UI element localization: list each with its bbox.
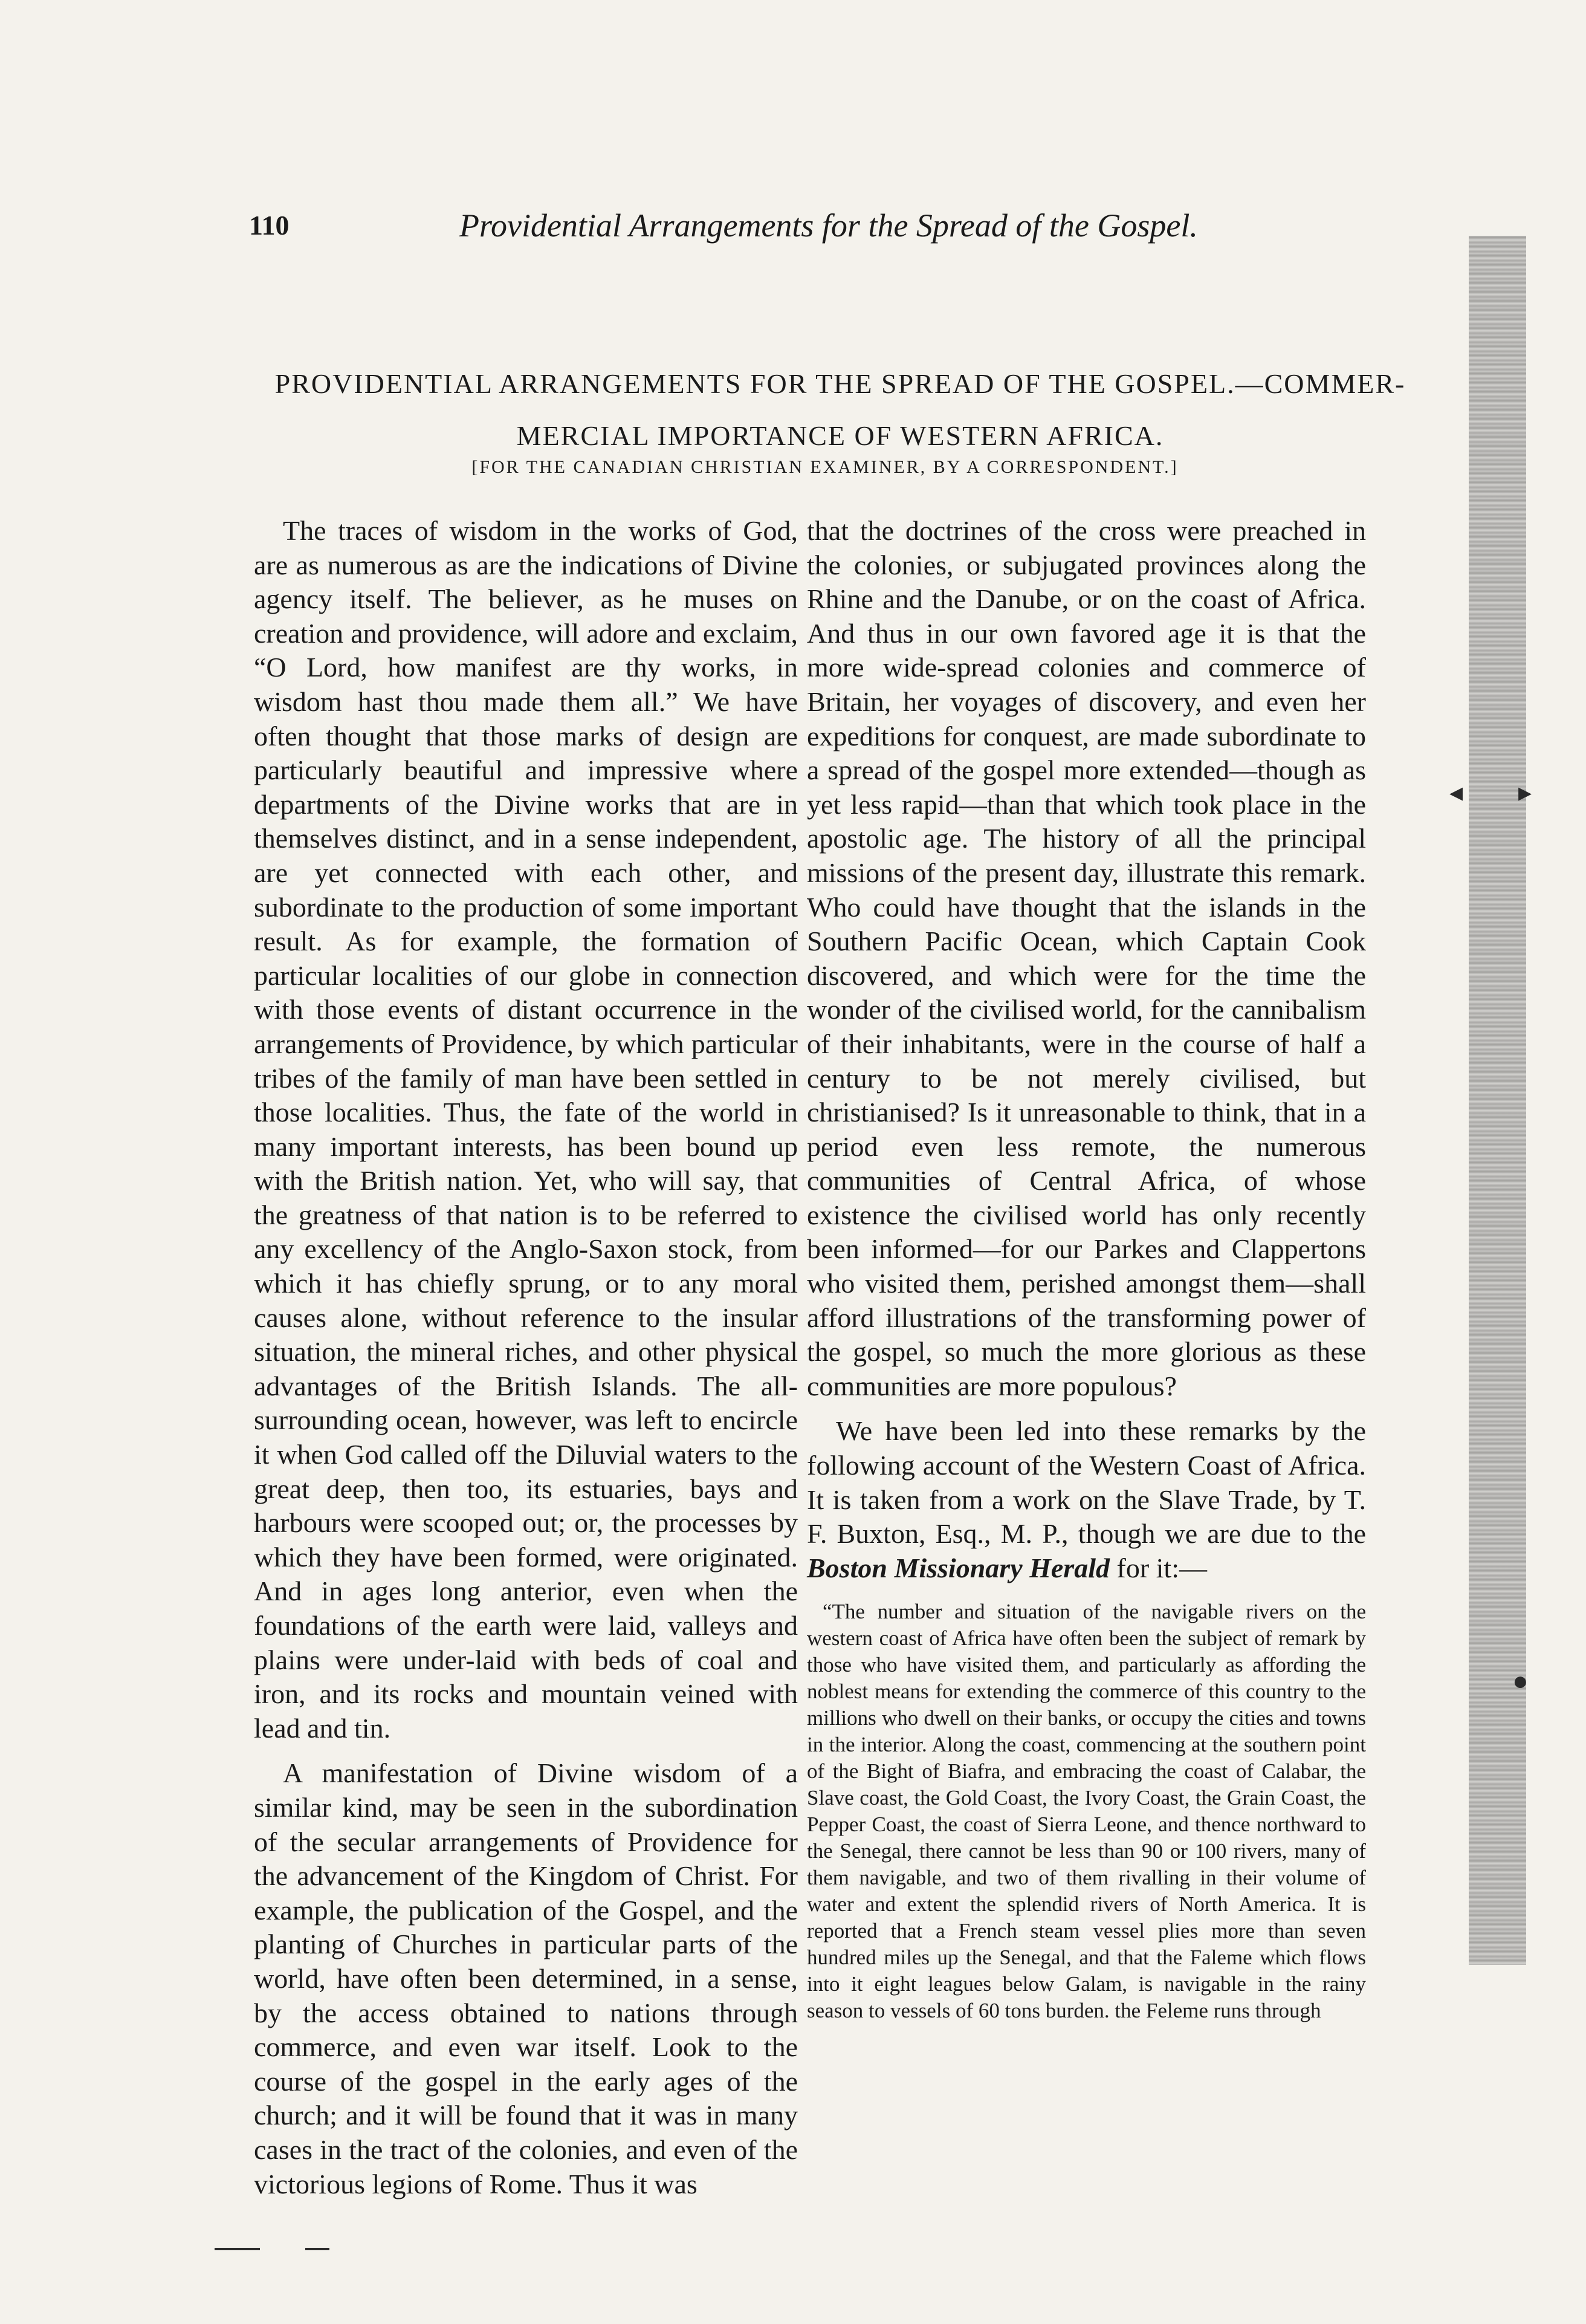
bottom-dash-mark: [305, 2248, 329, 2250]
left-paragraph-2: A manifestation of Divine wisdom of a similar kind, may be seen in the subordination of the secular arrangements of Providence for the advancement of the Kingdom of Christ. For example, the publication of the Gospel, and the planting of Churches in particular parts of the world, have often been determined, in a sense, by the access obtained to nations through commerce, and even war itself. Look to the course of the gospel in the early ages of the church; and it will be found that it was in many cases in the tract of the colonies, and even of the victorious legions of Rome. Thus it was: [254, 1758, 798, 2199]
right-paragraph-1: that the doctrines of the cross were preached in the colonies, or subjugated provinces along the Rhine and the Danube, or on the coast of Africa. And thus in our own favored age it is that the more wide-spread colonies and commerce of Britain, her voyages of discovery, and even her expeditions for conquest, are made subordinate to a spread of the gospel more extended—though as yet less rapid—than that which took place in the apostolic age. The history of all the principal missions of the present day, illustrate this remark. Who could have thought that the islands in the Southern Pacific Ocean, which Captain Cook discovered, and which were for the time the wonder of the civilised world, for the cannibalism of their inhabitants, were in the course of half a century to be not merely civilised, but christianised? Is it unreasonable to think, that in a period even less remote, the numerous communities of Central Africa, of whose existence the civilised world has only recently been informed—for our Parkes and Clappertons who visited them, perished amongst them—shall afford illustrations of the transforming power of the gospel, so much the more glorious as these communities are more populous?: [807, 515, 1366, 1401]
left-column: [254, 514, 798, 2201]
right-column: [807, 514, 1366, 2024]
scanned-page-edge: [1469, 236, 1526, 1965]
article-title-line-1: PROVIDENTIAL ARRANGEMENTS FOR THE SPREAD OF THE GOSPEL.—COMMER-: [274, 368, 1406, 399]
right-arrow-icon: ▸: [1518, 777, 1532, 807]
article-title: [251, 358, 1429, 462]
block-quote: “The number and situation of the navigable rivers on the western coast of Africa have often been the subject of remark by those who have visited them, and particularly as affording the noblest means for extending the commerce of this country to the millions who dwell on their banks, or occupy the cities and towns in the interior. Along the coast, commencing at the southern point of the Bight of Biafra, and embracing the coast of Calabar, the Slave coast, the Gold Coast, the Ivory Coast, the Grain Coast, the Pepper Coast, the coast of Sierra Leone, and thence northward to the Senegal, there cannot be less than 90 or 100 rivers, many of them navigable, and two of them rivalling in their volume of water and extent the splendid rivers of North America. It is reported that a French steam vessel plies more than seven hundred miles up the Senegal, and that the Faleme which flows into it eight leagues below Galam, is navigable in the rainy season to vessels of 60 tons burden. the Feleme runs through: [807, 1600, 1366, 2023]
byline: [FOR THE CANADIAN CHRISTIAN EXAMINER, BY A CORRESPONDENT.]: [471, 457, 1179, 477]
left-paragraph-1: The traces of wisdom in the works of God, are as numerous as are the indications of Divine agency itself. The believer, as he muses on creation and providence, will adore and exclaim, “O Lord, how manifest are thy works, in wisdom hast thou made them all.” We have often thought that those marks of design are particularly beautiful and impressive where departments of the Divine works that are in themselves distinct, and in a sense independent, are yet connected with each other, and subordinate to the production of some important result. As for example, the formation of particular localities of our globe in connection with those events of distant occurrence in the arrangements of Providence, by which particular tribes of the family of man have been settled in those localities. Thus, the fate of the world in many important interests, has been bound up with the British nation. Yet, who will say, that the greatness of that nation is to be referred to any excellency of the Anglo-Saxon stock, from which it has chiefly sprung, or to any moral causes alone, without reference to the insular situation, the mineral riches, and other physical advantages of the British Islands. The all-surrounding ocean, however, was left to encircle it when God called off the Diluvial waters to the great deep, then too, its estuaries, bays and harbours were scooped out; or, the processes by which they have been formed, were originated. And in ages long anterior, even when the foundations of the earth were laid, valleys and plains were under-laid with beds of coal and iron, and its rocks and mountain veined with lead and tin.: [254, 515, 798, 1744]
page-number: 110: [249, 210, 290, 241]
right-paragraph-2: [807, 1414, 1366, 1585]
right-paragraph-2-end: for it:—: [1110, 1552, 1207, 1583]
article-title-line-2: MERCIAL IMPORTANCE OF WESTERN AFRICA.: [516, 420, 1164, 451]
right-paragraph-2-text: We have been led into these remarks by the following account of the Western Coast of Africa. It is taken from a work on the Slave Trade, by T. F. Buxton, Esq., M. P., though we are due to the: [807, 1415, 1366, 1550]
left-arrow-icon: ◂: [1449, 777, 1463, 807]
bullet-dot-icon: ●: [1512, 1666, 1529, 1696]
source-title: Boston Missionary Herald: [807, 1552, 1110, 1583]
bottom-rule-mark: [215, 2248, 260, 2250]
running-title: Providential Arrangements for the Spread of the Gospel.: [459, 207, 1198, 244]
